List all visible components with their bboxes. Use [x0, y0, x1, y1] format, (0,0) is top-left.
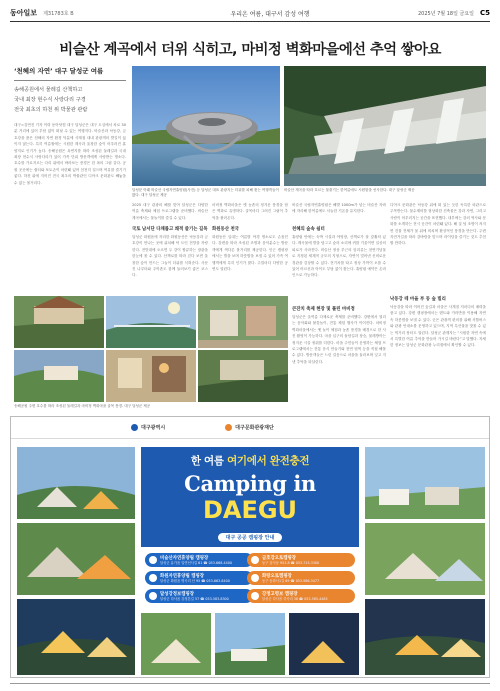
- campsite-info: 동구 검사동 953-8 ☎ 053-715-3300: [262, 560, 320, 565]
- ad-banner-line2: [141, 471, 359, 524]
- issue-number: 제31783호 B: [43, 10, 74, 17]
- kicker-line-1: 송해공원에서 물레길 산책하고: [14, 87, 83, 93]
- campsite-text: [160, 574, 230, 583]
- body-text-col3a: 마비정 벽화마을은 옛 농촌의 정겨운 풍경을 담은 벽화로 유명하다. 골목마다 그려진 그림이 추억을 불러온다.: [212, 203, 288, 220]
- ad-line1-prefix: 한 여름: [190, 455, 228, 467]
- photo-grid: [14, 296, 288, 402]
- page-footer-rule: [10, 683, 490, 684]
- subhead-d: 큰잔치 축제 현장 및 풀린 마비정: [292, 307, 355, 312]
- ad-photos-left: [17, 447, 135, 675]
- kicker-line-3: 전국 최초의 하천 위 박물관 관람: [14, 106, 88, 113]
- campsite-item: [145, 553, 253, 567]
- ad-banner: [141, 447, 359, 547]
- ad-line1-highlight: 여기에서 완전충전: [227, 455, 310, 467]
- masthead: [10, 6, 490, 20]
- issue-date: 2025년 7월 18일 금요일: [417, 10, 474, 17]
- body-text-col2a: 2025 대구 관광의 해를 맞아 달성군은 다양한 여름 축제와 체험 프로그램을 준비했다. 비슬산 계곡에서는 물놀이를 즐길 수 있다.: [132, 203, 208, 220]
- headline: 비슬산 계곡에서 더위 식히고, 마비정 벽화마을에선 추억 쌓아요: [59, 42, 441, 58]
- camping-advertisement: [10, 416, 490, 678]
- campsite-info: 달성군 다사읍 강정본길 57 ☎ 053-583-8300: [160, 596, 229, 601]
- subhead-b: 화원동산 천국: [212, 227, 239, 232]
- campsite-text: [262, 592, 328, 601]
- body-text-col3b: 화원동산 일대는 여름밤 야경 명소로도 손꼽힌다. 강변을 따라 조성된 조명과 음악분수는 방문객에게 색다른 볼거리를 제공한다. 인근 캠핑장에서는 별을 보며 하룻밤을 보낼 수 있어 가족 여행객에게 특히 인기가 많다. 주말마다 다양한 공연도 열린다.: [212, 235, 288, 272]
- campsite-name: 화원자연휴양림 캠핑장: [160, 573, 204, 579]
- campsite-text: [262, 556, 319, 565]
- ad-org-right-label: 대구문화관광재단: [235, 425, 274, 431]
- daegu-emblem-icon: [131, 424, 138, 431]
- campsite-item: [247, 589, 355, 603]
- campsite-text: [160, 556, 232, 565]
- body-col3: [212, 202, 288, 296]
- ad-banner-line3: 대구 공공 캠핑장 안내: [218, 533, 283, 542]
- newspaper-logo: 동아일보: [10, 8, 38, 17]
- campsite-name: 비슬산자연휴양림 캠핑장: [160, 555, 209, 561]
- body-text-col5b: 낙동강을 따라 이어진 숲길과 마을은 사계절 저마다의 매력을 품고 있다. 강변 캠핑장에서는 텐트와 카라반을 이용해 자연 속 하룻밤을 보낼 수 있다. 군은 관광객 편의를 위해 셔틀버스와 관광 안내소를 운영하고 있으며, 지역 특산물을 맛볼 수 있는 먹거리 장터도 열린다. 달성군 관계자는 “시원한 자연 속에서 특별한 여름 추억을 만들어 가시길 바란다”고 말했다. 자세한 정보는 달성군 문화관광 누리집에서 확인할 수 있다.: [390, 305, 486, 348]
- campsite-item: [145, 589, 253, 603]
- campsite-name: 금호강오토캠핑장: [262, 555, 296, 561]
- campsite-name: 강정고령보 캠핑장: [262, 591, 298, 597]
- campsite-item: [145, 571, 253, 585]
- body-text-col4b: 휴양림 안에는 숙박 시설과 야영장, 산책로가 잘 갖춰져 있다. 계곡물에 발을 담그고 숲의 소리에 귀를 기울이면 일상의 피로가 사라진다. 비슬산 정상 부근의 암괴류는 천연기념물로 지정된 세계적 규모의 지형으로, 자연이 빚어낸 신비로운 경관을 감상할 수 있다. 전기차를 타고 정상 가까이 오를 수 있어 어르신과 아이도 부담 없이 찾는다. 휴양림 예약은 온라인으로 가능하다.: [292, 235, 386, 278]
- campsite-info: 달성군 유가읍 일연선사길 61 ☎ 053-668-4400: [160, 560, 232, 565]
- ad-org-left-label: 대구광역시: [141, 425, 166, 431]
- photo-cascade: [284, 66, 486, 186]
- kicker-line-2: 국내 최장 현수식 사랑다리 구경: [14, 96, 86, 103]
- foundation-emblem-icon: [225, 424, 232, 431]
- body-text-col4c: 달성군은 올여름 다채로운 축제를 준비했다. 강변에서 열리는 음악회와 불꽃놀이, 전통 체험 행사가 이어진다. 마비정 벽화마을에서는 옛 놀이 체험과 농촌 풍경을 배경으로 한 사진 촬영이 가능하다. 마을 입구의 돌담길과 장승, 물레방아는 정겨운 시골 정취를 더한다. 마을 주민들이 운영하는 체험 프로그램에서는 전통 음식 만들기와 천연 염색 등을 직접 해볼 수 있다. 방문객들은 느린 걸음으로 마을을 둘러보며 잊고 지낸 추억을 되살린다.: [292, 315, 386, 364]
- ad-line2-camping: Camping in: [184, 471, 316, 496]
- campsite-text: [160, 592, 229, 601]
- caption-photo3: 송해공원 주변 호수를 따라 조성된 둘레길과 마비정 벽화마을 골목 풍경. 대구 달성군 제공: [14, 404, 151, 408]
- subhead-c: 천혜의 숲속 쉼터: [292, 227, 325, 232]
- ad-header: [11, 417, 489, 439]
- masthead-rule: [10, 21, 490, 22]
- page-number: C5: [479, 9, 490, 17]
- campsite-item: [247, 553, 355, 567]
- ad-org-left: [131, 424, 165, 431]
- body-text-col5a: 디아크 문화관은 낙동강 위에 떠 있는 듯한 독특한 외관으로 주목받는다. 물수제비를 형상화한 건축물은 강과 자연, 그리고 사람이 어우러지는 공간을 표현했다. 내부에는 강의 역사와 문화를 소개하는 전시 공간이 마련돼 있다. 해 질 녘 조명이 켜지면 건물 전체가 물 위에 비치며 환상적인 풍경을 만든다. 주변 자전거길을 따라 강바람을 맞으며 라이딩을 즐기는 것도 추천할 만하다.: [390, 203, 486, 246]
- section-title: 우리온 여름, 대구서 감성 여행: [230, 10, 310, 18]
- campsite-pin-icon: [251, 556, 259, 564]
- ad-banner-line1: [141, 453, 359, 468]
- subhead-e: 낙동강 테 마을 부 동 숲 빌리: [390, 297, 446, 302]
- body-text-col1: 대구=김연진 기자 이력 동아닷컴 대구 달성군은 대구 도심에서 차로 30분 거리에 있어 부담 없이 떠날 수 있는 여행지다. 비슬산과 낙동강, 금호강을 품은 천혜의 자연 환경 덕분에 사계절 내내 관광객의 발길이 끊이지 않는다. 특히 여름철에는 시원한 계곡과 울창한 숲이 어우러진 휴양지로 인기가 높다. 송해공원은 옥연지를 따라 조성된 둘레길과 국내 최장 현수식 사랑다리가 있어 가족 단위 방문객에게 사랑받는 명소다. 호수를 가로지르는 다리 위에서 바라보는 풍경은 한 폭의 그림 같다. 공원 곳곳에는 쉼터와 포토존이 마련돼 있어 천천히 걸으며 여유를 즐기기 좋다. 하천 위에 지어진 전국 최초의 박물관인 디아크 문화관도 빼놓을 수 없는 볼거리다.: [14, 123, 126, 185]
- body-text-col2b: 달성군 화원읍에 자리한 화원동산은 낙동강과 금호강이 만나는 곳에 위치해 탁 트인 전망을 자랑한다. 전망대에 오르면 두 강이 합류하는 장관을 한눈에 볼 수 있다. 산책로를 따라 걷다 보면 울창한 숲이 만드는 그늘이 더위를 식혀준다. 사문진 나루터와 주막촌도 함께 둘러보기 좋은 코스다.: [132, 235, 208, 278]
- photo-dome-building: [132, 66, 280, 186]
- kicker-title: ‘천혜의 자연’ 대구 달성군 여름: [14, 66, 126, 81]
- campsite-pin-icon: [149, 592, 157, 600]
- campsite-pin-icon: [149, 556, 157, 564]
- ad-photos-bottom: [141, 613, 359, 675]
- ad-org-right: [225, 424, 274, 431]
- campsite-info: 동구 동화사1길 69 ☎ 053-986-3477: [262, 578, 320, 583]
- subhead-a: 국토 남서단 다채롭고 쾌적 즐기는 길목: [132, 227, 208, 232]
- campsite-info: 달성군 화원읍 명곡리 산 95 ☎ 053-663-8400: [160, 578, 230, 583]
- campsite-info: 달성군 다사읍 죽곡리 38 ☎ 053-585-4485: [262, 596, 328, 601]
- kicker-box: [14, 66, 126, 116]
- body-col5: [390, 202, 486, 414]
- campsite-item: [247, 571, 355, 585]
- body-col4: [292, 202, 386, 414]
- caption-photo2: 비슬산 계곡을 따라 흐르는 물줄기는 한여름에도 시원함을 선사한다. 대구 달성군 제공: [284, 188, 415, 192]
- campsite-text: [262, 574, 319, 583]
- ad-line2-daegu: DAEGU: [202, 496, 298, 524]
- body-text-col4a: 비슬산 국립자연휴양림은 해발 1000m가 넘는 비슬산 자락에 자리해 한여름에도 서늘한 기온을 유지한다.: [292, 203, 386, 214]
- byline: 대구=김연진 기자 이력 동아닷컴: [14, 123, 66, 127]
- campsite-pin-icon: [149, 574, 157, 582]
- campsite-pin-icon: [251, 592, 259, 600]
- caption-photo1: 달성문 아래 비슬산 국립자연휴양림(사진) 등 달성군 대표 관광지는 더위를 피해 찾는 여행객들이 많다. 대구 달성군 제공: [132, 188, 279, 197]
- campsite-pin-icon: [251, 574, 259, 582]
- ad-photos-right: [365, 447, 485, 675]
- campsite-name: 화랑오토캠핑장: [262, 573, 292, 579]
- campsite-name: 달성강정보캠핑장: [160, 591, 194, 597]
- body-col2: [132, 202, 208, 296]
